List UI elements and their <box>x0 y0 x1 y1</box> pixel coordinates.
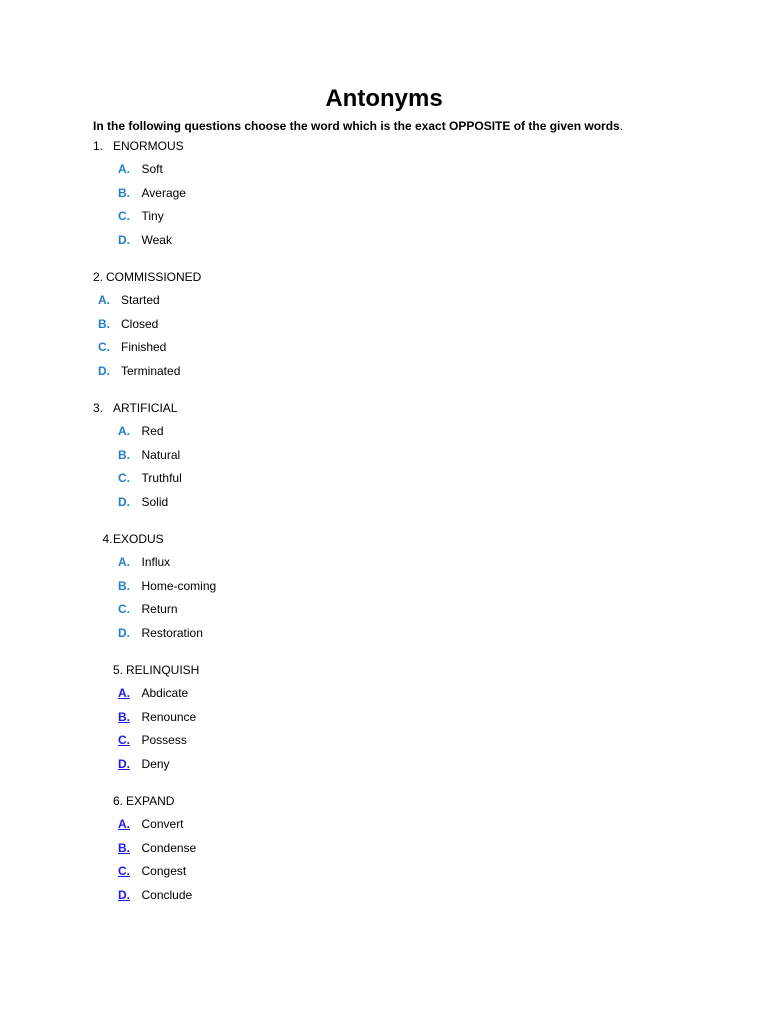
option-letter: A. <box>118 555 130 570</box>
option-text: Natural <box>141 447 181 462</box>
option-text: Condense <box>141 840 197 855</box>
option-letter: A. <box>118 424 130 439</box>
option-letter-link[interactable]: B. <box>118 840 130 855</box>
question-word: RELINQUISH <box>126 663 200 677</box>
option-text: Finished <box>121 340 167 355</box>
page-title: Antonyms <box>325 85 443 112</box>
option-letter: C. <box>118 602 130 617</box>
option-text: Return <box>141 602 178 617</box>
option-letter-link[interactable]: C. <box>118 864 130 879</box>
option-text: Home-coming <box>141 578 217 593</box>
option-letter-link[interactable]: D. <box>118 756 130 771</box>
option-text: Possess <box>141 733 187 748</box>
option-text: Conclude <box>141 887 193 902</box>
option-letter-link[interactable]: B. <box>118 709 130 724</box>
question-number: 4. <box>102 532 113 546</box>
question-number: 1. <box>93 139 104 153</box>
option-text: Red <box>141 424 164 439</box>
option-letter: B. <box>98 316 110 331</box>
option-text: Started <box>121 293 160 308</box>
option-letter: A. <box>118 162 130 177</box>
instructions-period: . <box>619 119 624 133</box>
question-number: 2. <box>93 270 104 284</box>
question-word: COMMISSIONED <box>106 270 202 284</box>
option-letter-link[interactable]: A. <box>118 686 130 701</box>
question-number: 3. <box>93 401 104 415</box>
option-text: Terminated <box>121 363 181 378</box>
option-text: Truthful <box>141 471 182 486</box>
option-text: Average <box>141 185 186 200</box>
question-number: 5. <box>113 663 124 677</box>
question-word: ENORMOUS <box>113 139 184 153</box>
option-text: Influx <box>141 555 171 570</box>
option-text: Tiny <box>141 209 164 224</box>
option-letter: B. <box>118 578 130 593</box>
option-letter: A. <box>98 293 110 308</box>
option-text: Closed <box>121 316 159 331</box>
option-text: Restoration <box>141 625 203 640</box>
option-text: Abdicate <box>141 686 189 701</box>
instructions <box>93 118 623 134</box>
option-text: Deny <box>141 756 170 771</box>
option-letter: D. <box>118 625 130 640</box>
option-letter-link[interactable]: C. <box>118 733 130 748</box>
option-letter-link[interactable]: A. <box>118 817 130 832</box>
option-text: Solid <box>141 494 169 509</box>
option-letter: B. <box>118 185 130 200</box>
option-letter: D. <box>118 494 130 509</box>
option-letter: D. <box>118 232 130 247</box>
option-text: Renounce <box>141 709 197 724</box>
option-letter: B. <box>118 447 130 462</box>
question-number: 6. <box>113 794 124 808</box>
option-letter: D. <box>98 363 110 378</box>
option-text: Soft <box>141 162 163 177</box>
option-letter: C. <box>118 209 130 224</box>
question-word: ARTIFICIAL <box>113 401 178 415</box>
option-text: Convert <box>141 817 184 832</box>
option-letter-link[interactable]: D. <box>118 887 130 902</box>
instructions-text: In the following questions choose the word which is the exact OPPOSITE of the given words <box>93 119 620 133</box>
option-letter: C. <box>98 340 110 355</box>
option-letter: C. <box>118 471 130 486</box>
question-word: EXODUS <box>113 532 164 546</box>
question-word: EXPAND <box>126 794 175 808</box>
option-text: Weak <box>141 232 172 247</box>
option-text: Congest <box>141 864 187 879</box>
